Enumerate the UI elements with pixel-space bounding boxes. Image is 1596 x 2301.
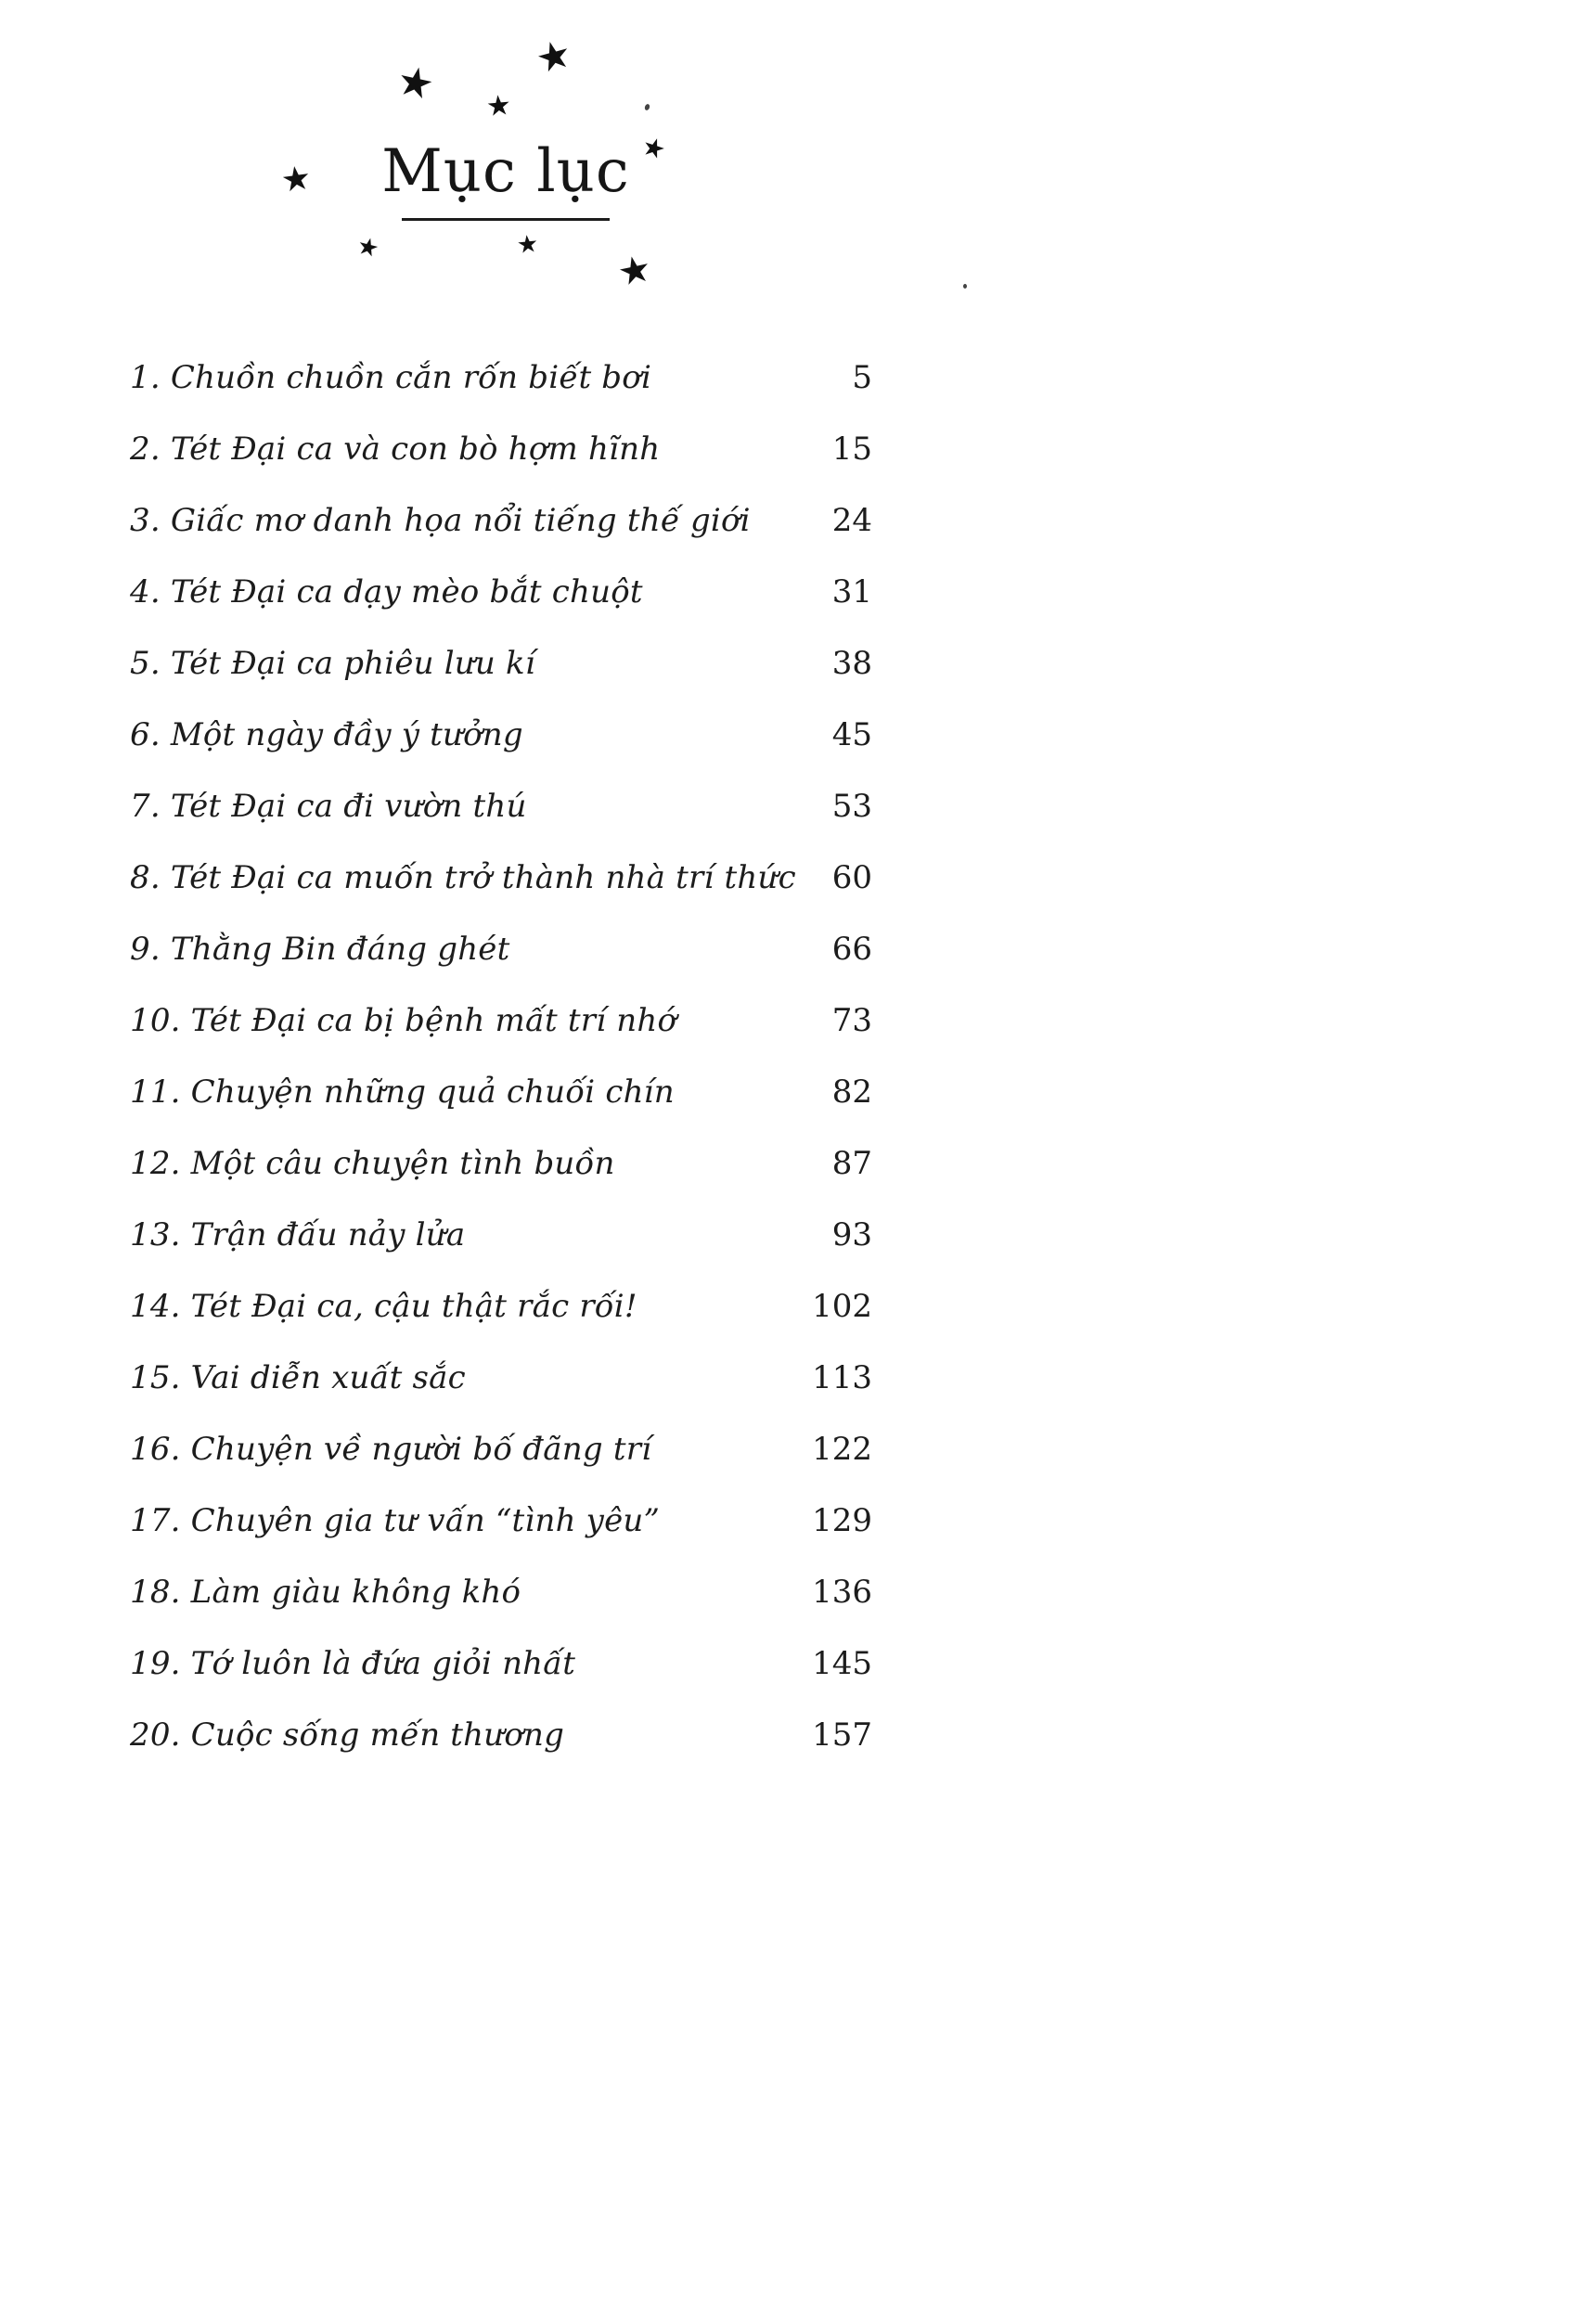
toc-entry-page: 60 [831, 858, 872, 896]
toc-entry-label: 4. Tét Đại ca dạy mèo bắt chuột [130, 572, 643, 611]
toc-entry-page: 87 [831, 1144, 872, 1182]
star-icon: ★ [393, 56, 439, 110]
toc-row [130, 1627, 872, 1699]
toc-row [130, 341, 872, 413]
star-icon: ★ [531, 29, 577, 84]
toc-entry-page: 93 [831, 1215, 872, 1253]
toc-entry-page: 102 [812, 1287, 872, 1325]
toc-row [130, 1127, 872, 1199]
toc-entry-label: 12. Một câu chuyện tình buồn [130, 1144, 615, 1182]
toc-entry-label: 16. Chuyện về người bố đãng trí [130, 1430, 652, 1468]
toc-entry-page: 129 [812, 1501, 872, 1539]
toc-entry-label: 11. Chuyện những quả chuối chín [130, 1073, 675, 1111]
toc-entry-page: 136 [812, 1573, 872, 1611]
toc-row [130, 556, 872, 627]
toc-entry-label: 7. Tét Đại ca đi vườn thú [130, 787, 527, 825]
toc-entry-label: 6. Một ngày đầy ý tưởng [130, 715, 523, 753]
toc-entry-page: 31 [831, 572, 872, 611]
toc-entry-page: 45 [831, 715, 872, 753]
toc-entry-label: 10. Tét Đại ca bị bệnh mất trí nhớ [130, 1001, 677, 1039]
toc-row [130, 913, 872, 984]
toc-entry-page: 5 [852, 358, 872, 396]
toc-row [130, 1270, 872, 1342]
toc-entry-label: 5. Tét Đại ca phiêu lưu kí [130, 644, 535, 682]
toc-row [130, 984, 872, 1056]
toc-entry-page: 145 [812, 1644, 872, 1682]
toc-entry-label: 19. Tớ luôn là đứa giỏi nhất [130, 1644, 576, 1682]
toc-entry-label: 3. Giấc mơ danh họa nổi tiếng thế giới [130, 501, 751, 539]
star-icon: ★ [613, 246, 656, 296]
toc-entry-page: 24 [831, 501, 872, 539]
toc-row [130, 1056, 872, 1127]
toc-entry-page: 73 [831, 1001, 872, 1039]
star-icon: ★ [354, 231, 382, 264]
toc-row [130, 1485, 872, 1556]
star-icon: ★ [278, 158, 314, 201]
toc-row [130, 1556, 872, 1627]
toc-entry-label: 20. Cuộc sống mến thương [130, 1716, 565, 1754]
toc-entry-label: 18. Làm giàu không khó [130, 1573, 521, 1611]
toc-entry-page: 122 [812, 1430, 872, 1468]
toc-list [130, 341, 872, 1770]
toc-row [130, 699, 872, 770]
toc-row [130, 842, 872, 913]
toc-entry-label: 1. Chuồn chuồn cắn rốn biết bơi [130, 358, 652, 396]
header [0, 137, 1011, 221]
star-icon: ★ [515, 229, 540, 261]
toc-entry-page: 66 [831, 930, 872, 968]
toc-row [130, 1413, 872, 1485]
toc-entry-label: 14. Tét Đại ca, cậu thật rắc rối! [130, 1287, 637, 1325]
toc-row [130, 413, 872, 484]
toc-entry-label: 8. Tét Đại ca muốn trở thành nhà trí thức [130, 858, 796, 896]
page-title: Mục lục [381, 137, 630, 206]
toc-entry-page: 157 [812, 1716, 872, 1754]
toc-entry-label: 2. Tét Đại ca và con bò hợm hĩnh [130, 430, 661, 468]
toc-row [130, 1699, 872, 1770]
ink-speck [644, 103, 650, 110]
toc-row [130, 770, 872, 842]
toc-entry-page: 82 [831, 1073, 872, 1111]
toc-entry-page: 53 [831, 787, 872, 825]
toc-entry-label: 17. Chuyên gia tư vấn “tình yêu” [130, 1501, 661, 1539]
toc-entry-page: 15 [831, 430, 872, 468]
toc-entry-label: 15. Vai diễn xuất sắc [130, 1358, 466, 1396]
toc-row [130, 484, 872, 556]
toc-entry-label: 9. Thằng Bin đáng ghét [130, 930, 510, 968]
star-icon: ★ [637, 129, 670, 167]
toc-entry-page: 38 [831, 644, 872, 682]
toc-entry-label: 13. Trận đấu nảy lửa [130, 1215, 466, 1253]
title-underline [402, 218, 610, 221]
star-icon: ★ [484, 88, 513, 124]
toc-entry-page: 113 [812, 1358, 872, 1396]
toc-row [130, 1342, 872, 1413]
toc-row [130, 1199, 872, 1270]
toc-row [130, 627, 872, 699]
ink-speck [963, 284, 967, 289]
